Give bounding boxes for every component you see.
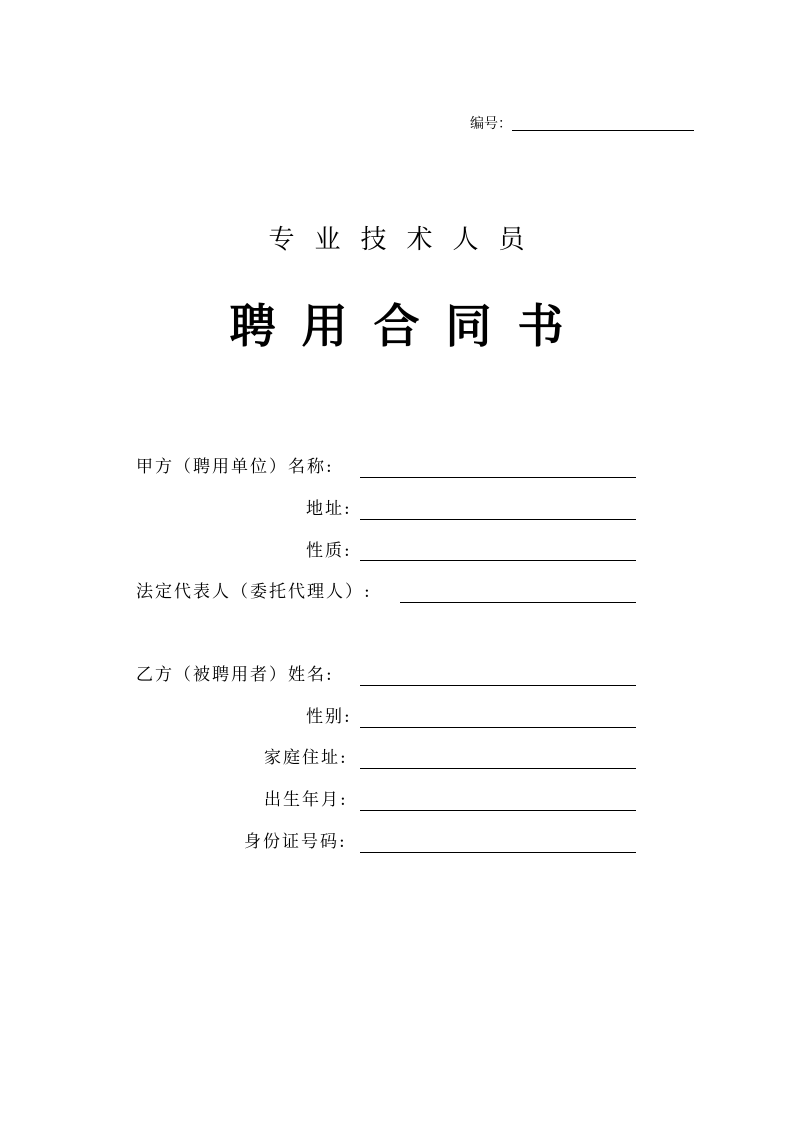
party-b-id-line[interactable] xyxy=(360,852,636,853)
serial-number-label: 编号： xyxy=(470,116,512,132)
serial-number-line[interactable] xyxy=(512,130,694,131)
party-a-representative-label: 法定代表人（委托代理人）: xyxy=(136,582,372,602)
party-a-representative-field xyxy=(0,581,793,605)
party-a-name-line[interactable] xyxy=(360,477,636,478)
document-subtitle: 专业技术人员 xyxy=(268,225,545,255)
party-b-gender-field xyxy=(0,706,793,730)
party-a-nature-label: 性质: xyxy=(306,541,352,561)
party-a-address-line[interactable] xyxy=(360,519,636,520)
party-b-name-line[interactable] xyxy=(360,685,636,686)
document-title: 聘用合同书 xyxy=(229,299,590,353)
party-a-representative-line[interactable] xyxy=(400,602,636,603)
party-b-birth-field xyxy=(0,789,793,813)
party-a-name-field xyxy=(0,456,793,480)
party-b-home-address-field xyxy=(0,747,793,771)
party-b-gender-line[interactable] xyxy=(360,727,636,728)
party-b-home-address-line[interactable] xyxy=(360,768,636,769)
party-a-address-field xyxy=(0,498,793,522)
party-b-id-label: 身份证号码: xyxy=(244,832,347,852)
party-b-gender-label: 性别: xyxy=(306,707,352,727)
party-b-name-field xyxy=(0,664,793,688)
party-a-address-label: 地址: xyxy=(306,499,352,519)
party-b-id-field xyxy=(0,831,793,855)
party-a-nature-field xyxy=(0,540,793,564)
party-b-name-label: 乙方（被聘用者）姓名: xyxy=(136,665,334,685)
party-b-birth-line[interactable] xyxy=(360,810,636,811)
party-b-home-address-label: 家庭住址: xyxy=(264,748,348,768)
party-a-nature-line[interactable] xyxy=(360,560,636,561)
party-a-name-label: 甲方（聘用单位）名称: xyxy=(136,457,334,477)
party-b-birth-label: 出生年月: xyxy=(264,790,348,810)
